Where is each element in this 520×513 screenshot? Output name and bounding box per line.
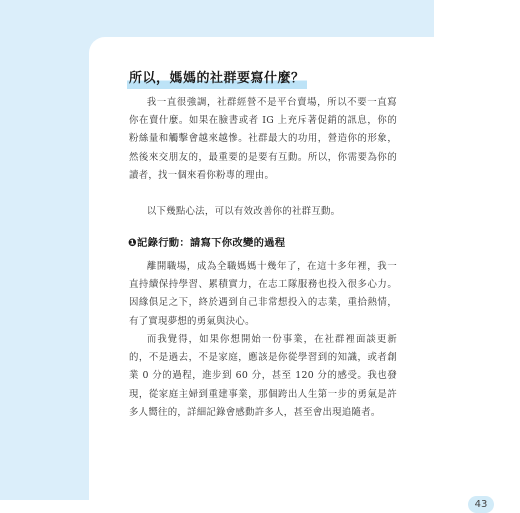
- paragraph-intro: 我一直很強調，社群經營不是平台賣場，所以不要一直寫你在賣什麼。如果在臉書或者 IG 上充斥著促銷的訊息，你的粉絲量和觸擊會越來越慘。社群最大的功用，營造你的形象，然後來交朋友的，最重要的是要有互動。所以，你需要為你的讀者，找一個來看你粉專的理由。: [129, 97, 397, 181]
- book-page: [89, 37, 488, 510]
- section-heading-wrapper: [127, 67, 307, 89]
- section-heading: 所以，媽媽的社群要寫什麼？: [127, 67, 307, 89]
- paragraph-lead-in: 以下幾點心法，可以有效改善你的社群互動。: [146, 206, 341, 217]
- subsection-heading: ❶記錄行動：請寫下你改變的過程: [128, 237, 286, 249]
- page-number-badge: 43: [468, 496, 494, 513]
- paragraph-story: 離開職場，成為全職媽媽十幾年了，在這十多年裡，我一直持續保持學習、累積實力，在志工隊服務也投入很多心力。因緣俱足之下，終於遇到自己非常想投入的志業，重拾熱情，有了實現夢想的勇氣與決心。: [129, 261, 397, 327]
- paragraph-advice: 而我覺得，如果你想開始一份事業，在社群裡面談更新的，不是過去，不是家庭，應該是你從學習到的知識，或者創業 0 分的過程，進步到 60 分，甚至 120 分的感受。我也發現，從家庭主婦到重建事業，那個跨出人生第一步的勇氣是許多人嚮往的，詳細記錄會感動許多人，甚至會出現追隨者。: [129, 334, 397, 418]
